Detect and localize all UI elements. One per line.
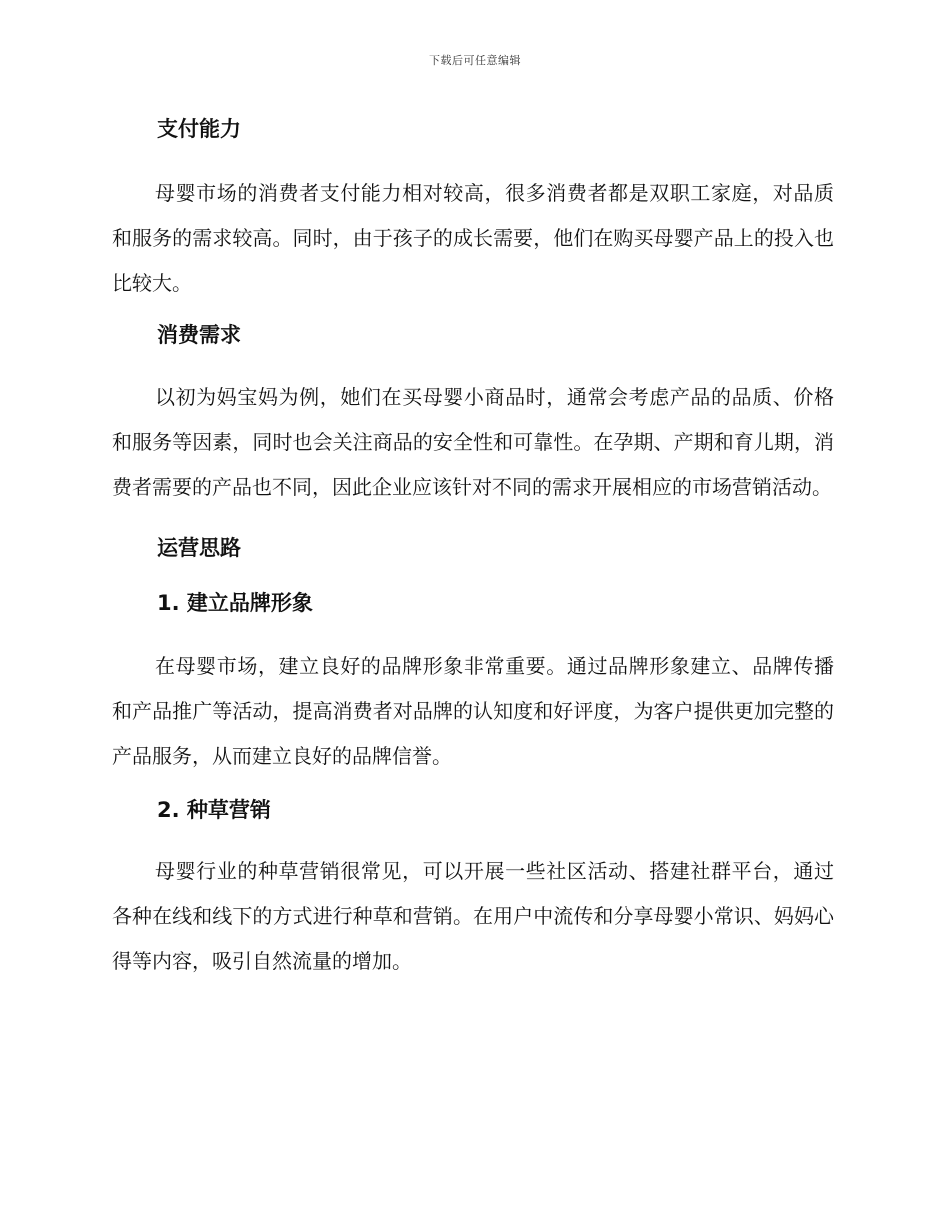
subsection-heading-brand: 1. 建立品牌形象 xyxy=(157,591,313,615)
paragraph-brand: 在母婴市场，建立良好的品牌形象非常重要。通过品牌形象建立、品牌传播和产品推广等活动，提高消费者对品牌的认知度和好评度，为客户提供更加完整的产品服务，从而建立良好的品牌信誉。 xyxy=(112,654,834,768)
section-heading-operation: 运营思路 xyxy=(157,536,241,560)
subsection-heading-seeding: 2. 种草营销 xyxy=(157,798,271,822)
page-header: 下载后可任意编辑 xyxy=(429,54,521,67)
paragraph-payment: 母婴市场的消费者支付能力相对较高，很多消费者都是双职工家庭，对品质和服务的需求较高。同时，由于孩子的成长需要，他们在购买母婴产品上的投入也比较大。 xyxy=(112,181,834,295)
paragraph-seeding: 母婴行业的种草营销很常见，可以开展一些社区活动、搭建社群平台，通过各种在线和线下的方式进行种草和营销。在用户中流传和分享母婴小常识、妈妈心得等内容，吸引自然流量的增加。 xyxy=(112,859,834,973)
paragraph-demand: 以初为妈宝妈为例，她们在买母婴小商品时，通常会考虑产品的品质、价格和服务等因素，同时也会关注商品的安全性和可靠性。在孕期、产期和育儿期，消费者需要的产品也不同，因此企业应该针对不同的需求开展相应的市场营销活动。 xyxy=(112,385,834,499)
section-heading-demand: 消费需求 xyxy=(157,323,241,347)
section-heading-payment: 支付能力 xyxy=(157,117,241,141)
document-body xyxy=(112,113,834,984)
